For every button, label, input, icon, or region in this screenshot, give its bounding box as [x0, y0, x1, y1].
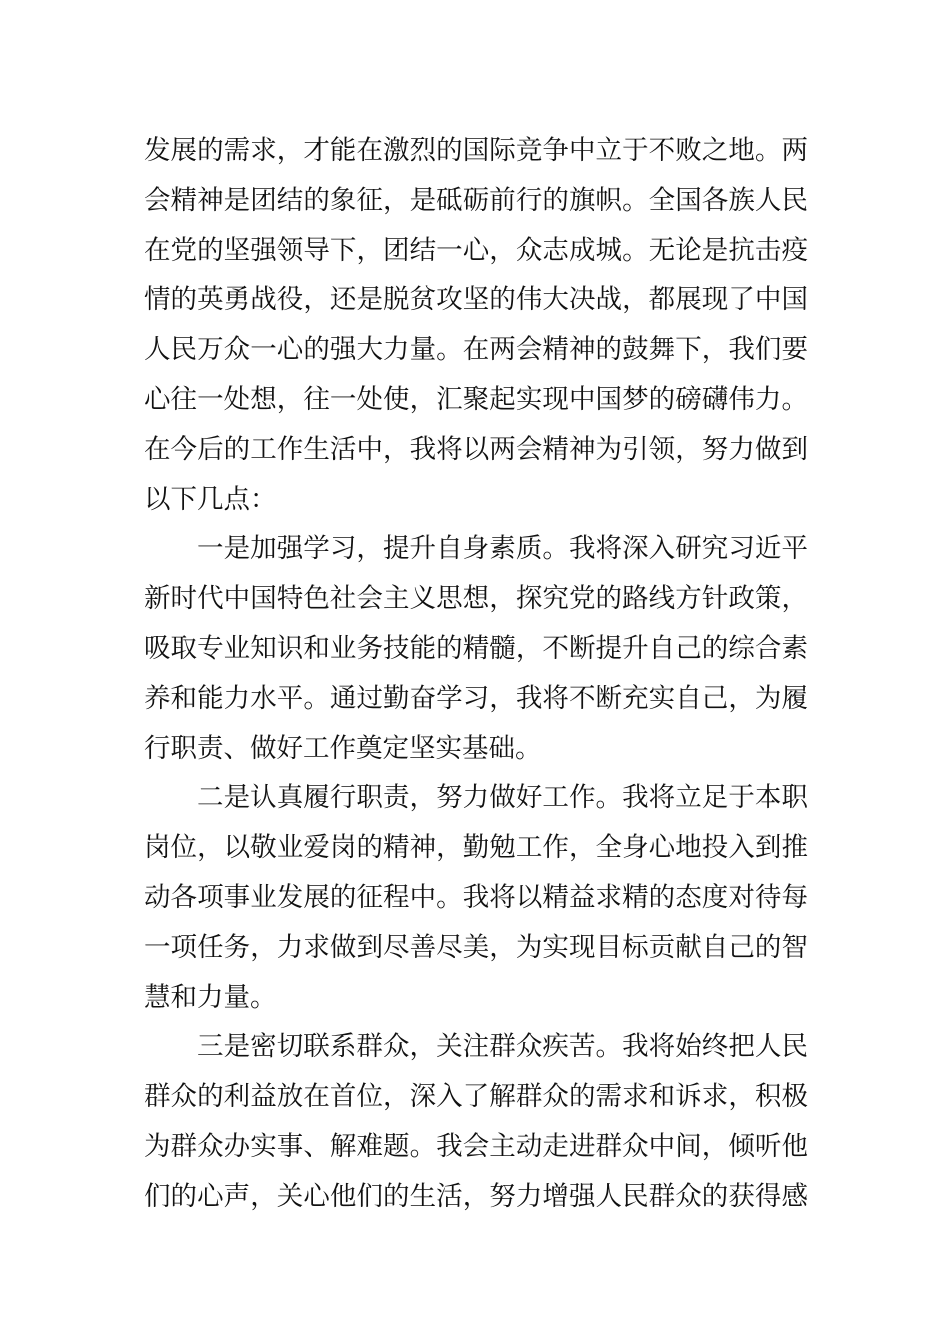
text-line: 发展的需求，才能在激烈的国际竞争中立于不败之地。两: [144, 135, 808, 166]
text-line: 新时代中国特色社会主义思想，探究党的路线方针政策，: [144, 583, 808, 615]
paragraph-first-line: 一是加强学习，提升自身素质。我将深入研究习近平: [197, 533, 808, 565]
text-line: 情的英勇战役，还是脱贫攻坚的伟大决战，都展现了中国: [144, 284, 808, 316]
text-line: 人民万众一心的强大力量。在两会精神的鼓舞下，我们要: [144, 334, 808, 366]
text-line: 们的心声，关心他们的生活，努力增强人民群众的获得感: [144, 1180, 808, 1212]
paragraph-first-line: 二是认真履行职责，努力做好工作。我将立足于本职: [197, 782, 808, 814]
text-line: 为群众办实事、解难题。我会主动走进群众中间，倾听他: [144, 1130, 808, 1162]
text-line: 会精神是团结的象征，是砥砺前行的旗帜。全国各族人民: [144, 184, 808, 216]
text-line: 岗位，以敬业爱岗的精神，勤勉工作，全身心地投入到推: [144, 832, 808, 864]
text-line: 一项任务，力求做到尽善尽美，为实现目标贡献自己的智: [144, 931, 808, 963]
body-text: [144, 126, 808, 1222]
text-line: 在党的坚强领导下，团结一心，众志成城。无论是抗击疫: [144, 234, 808, 266]
text-line: 在今后的工作生活中，我将以两会精神为引领，努力做到: [144, 433, 808, 465]
text-line: 行职责、做好工作奠定坚实基础。: [144, 732, 542, 764]
text-line: 动各项事业发展的征程中。我将以精益求精的态度对待每: [144, 881, 808, 913]
text-line: 以下几点：: [144, 483, 277, 515]
text-line: 心往一处想，往一处使，汇聚起实现中国梦的磅礴伟力。: [144, 383, 808, 415]
text-line: 养和能力水平。通过勤奋学习，我将不断充实自己，为履: [144, 682, 808, 714]
text-line: 吸取专业知识和业务技能的精髓，不断提升自己的综合素: [144, 632, 808, 664]
text-line: 群众的利益放在首位，深入了解群众的需求和诉求，积极: [144, 1081, 808, 1113]
text-line: 慧和力量。: [144, 981, 277, 1013]
paragraph-first-line: 三是密切联系群众，关注群众疾苦。我将始终把人民: [197, 1031, 808, 1063]
